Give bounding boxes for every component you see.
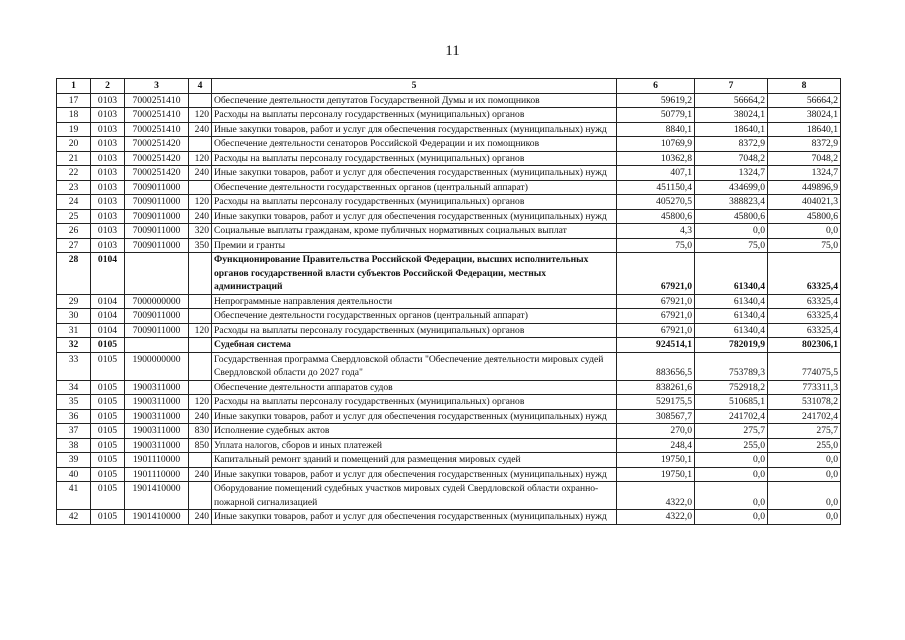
item-name-cell: Судебная система xyxy=(212,338,617,353)
amount-col8-cell: 404021,3 xyxy=(768,195,841,210)
item-name-cell: Обеспечение деятельности государственных органов (центральный аппарат) xyxy=(212,309,617,324)
target-code-cell xyxy=(125,253,189,295)
expense-type-cell: 240 xyxy=(189,510,212,525)
amount-col6-cell: 19750,1 xyxy=(617,453,695,468)
target-code-cell: 7009011000 xyxy=(125,209,189,224)
amount-col8-cell: 63325,4 xyxy=(768,253,841,295)
amount-col8-cell: 7048,2 xyxy=(768,151,841,166)
amount-col7-cell: 61340,4 xyxy=(695,309,768,324)
row-number-cell: 32 xyxy=(57,338,91,353)
row-number-cell: 25 xyxy=(57,209,91,224)
amount-col8-cell: 56664,2 xyxy=(768,93,841,108)
amount-col8-cell: 75,0 xyxy=(768,238,841,253)
table-row xyxy=(57,352,841,380)
item-name-cell: Капитальный ремонт зданий и помещений для размещения мировых судей xyxy=(212,453,617,468)
section-code-cell: 0104 xyxy=(91,309,125,324)
row-number-cell: 38 xyxy=(57,438,91,453)
target-code-cell: 1900311000 xyxy=(125,409,189,424)
amount-col8-cell: 63325,4 xyxy=(768,323,841,338)
table-row xyxy=(57,166,841,181)
amount-col8-cell: 1324,7 xyxy=(768,166,841,181)
target-code-cell: 7009011000 xyxy=(125,224,189,239)
amount-col8-cell: 255,0 xyxy=(768,438,841,453)
target-code-cell: 7000251420 xyxy=(125,137,189,152)
item-name-cell: Расходы на выплаты персоналу государственных (муниципальных) органов xyxy=(212,195,617,210)
target-code-cell: 1900311000 xyxy=(125,395,189,410)
amount-col6-cell: 67921,0 xyxy=(617,253,695,295)
target-code-cell: 7009011000 xyxy=(125,323,189,338)
amount-col8-cell: 774075,5 xyxy=(768,352,841,380)
item-name-cell: Расходы на выплаты персоналу государственных (муниципальных) органов xyxy=(212,151,617,166)
expense-type-cell xyxy=(189,309,212,324)
amount-col6-cell: 67921,0 xyxy=(617,309,695,324)
row-number-cell: 34 xyxy=(57,380,91,395)
amount-col6-cell: 883656,5 xyxy=(617,352,695,380)
target-code-cell xyxy=(125,338,189,353)
expense-type-cell xyxy=(189,253,212,295)
target-code-cell: 7000251420 xyxy=(125,151,189,166)
target-code-cell: 7009011000 xyxy=(125,180,189,195)
table-row xyxy=(57,93,841,108)
item-name-cell: Государственная программа Свердловской области "Обеспечение деятельности мировых судей Свердловской области до 2027 года" xyxy=(212,352,617,380)
section-code-cell: 0104 xyxy=(91,323,125,338)
expense-type-cell xyxy=(189,180,212,195)
table-row xyxy=(57,108,841,123)
row-number-cell: 30 xyxy=(57,309,91,324)
expense-type-cell: 830 xyxy=(189,424,212,439)
row-number-cell: 22 xyxy=(57,166,91,181)
expense-type-cell: 120 xyxy=(189,395,212,410)
amount-col8-cell: 275,7 xyxy=(768,424,841,439)
expense-type-cell: 320 xyxy=(189,224,212,239)
table-row xyxy=(57,467,841,482)
section-code-cell: 0103 xyxy=(91,151,125,166)
item-name-cell: Иные закупки товаров, работ и услуг для обеспечения государственных (муниципальных) нужд xyxy=(212,510,617,525)
section-code-cell: 0103 xyxy=(91,209,125,224)
item-name-cell: Расходы на выплаты персоналу государственных (муниципальных) органов xyxy=(212,108,617,123)
column-header: 2 xyxy=(91,79,125,94)
target-code-cell: 7009011000 xyxy=(125,195,189,210)
section-code-cell: 0105 xyxy=(91,510,125,525)
table-row xyxy=(57,151,841,166)
amount-col8-cell: 802306,1 xyxy=(768,338,841,353)
table-body xyxy=(57,79,841,525)
target-code-cell: 1900311000 xyxy=(125,424,189,439)
amount-col6-cell: 10769,9 xyxy=(617,137,695,152)
item-name-cell: Иные закупки товаров, работ и услуг для обеспечения государственных (муниципальных) нужд xyxy=(212,166,617,181)
expense-type-cell: 850 xyxy=(189,438,212,453)
row-number-cell: 19 xyxy=(57,122,91,137)
section-code-cell: 0103 xyxy=(91,224,125,239)
row-number-cell: 20 xyxy=(57,137,91,152)
amount-col8-cell: 63325,4 xyxy=(768,309,841,324)
table-row xyxy=(57,238,841,253)
amount-col6-cell: 19750,1 xyxy=(617,467,695,482)
section-code-cell: 0105 xyxy=(91,395,125,410)
expense-type-cell: 120 xyxy=(189,323,212,338)
target-code-cell: 1901410000 xyxy=(125,510,189,525)
amount-col6-cell: 50779,1 xyxy=(617,108,695,123)
row-number-cell: 36 xyxy=(57,409,91,424)
column-header: 1 xyxy=(57,79,91,94)
amount-col6-cell: 405270,5 xyxy=(617,195,695,210)
table-row xyxy=(57,294,841,309)
row-number-cell: 28 xyxy=(57,253,91,295)
budget-table xyxy=(56,78,841,525)
table-row xyxy=(57,137,841,152)
amount-col7-cell: 45800,6 xyxy=(695,209,768,224)
item-name-cell: Иные закупки товаров, работ и услуг для обеспечения государственных (муниципальных) нужд xyxy=(212,467,617,482)
amount-col6-cell: 59619,2 xyxy=(617,93,695,108)
expense-type-cell: 240 xyxy=(189,166,212,181)
expense-type-cell xyxy=(189,352,212,380)
amount-col7-cell: 434699,0 xyxy=(695,180,768,195)
table-row xyxy=(57,409,841,424)
expense-type-cell: 120 xyxy=(189,108,212,123)
row-number-cell: 27 xyxy=(57,238,91,253)
table-row xyxy=(57,122,841,137)
target-code-cell: 1901110000 xyxy=(125,467,189,482)
amount-col8-cell: 241702,4 xyxy=(768,409,841,424)
table-row xyxy=(57,438,841,453)
table-row xyxy=(57,180,841,195)
amount-col7-cell: 0,0 xyxy=(695,482,768,510)
column-header: 8 xyxy=(768,79,841,94)
target-code-cell: 7009011000 xyxy=(125,238,189,253)
amount-col7-cell: 0,0 xyxy=(695,467,768,482)
section-code-cell: 0105 xyxy=(91,424,125,439)
section-code-cell: 0103 xyxy=(91,180,125,195)
amount-col7-cell: 0,0 xyxy=(695,510,768,525)
amount-col6-cell: 529175,5 xyxy=(617,395,695,410)
amount-col8-cell: 0,0 xyxy=(768,453,841,468)
section-code-cell: 0105 xyxy=(91,352,125,380)
amount-col7-cell: 18640,1 xyxy=(695,122,768,137)
column-header: 6 xyxy=(617,79,695,94)
amount-col7-cell: 56664,2 xyxy=(695,93,768,108)
row-number-cell: 17 xyxy=(57,93,91,108)
section-code-cell: 0105 xyxy=(91,453,125,468)
amount-col8-cell: 18640,1 xyxy=(768,122,841,137)
expense-type-cell xyxy=(189,338,212,353)
section-code-cell: 0105 xyxy=(91,467,125,482)
amount-col6-cell: 75,0 xyxy=(617,238,695,253)
table-row xyxy=(57,224,841,239)
amount-col6-cell: 4322,0 xyxy=(617,510,695,525)
target-code-cell: 1900000000 xyxy=(125,352,189,380)
expense-type-cell xyxy=(189,294,212,309)
column-header: 3 xyxy=(125,79,189,94)
section-code-cell: 0103 xyxy=(91,166,125,181)
item-name-cell: Обеспечение деятельности аппаратов судов xyxy=(212,380,617,395)
amount-col6-cell: 838261,6 xyxy=(617,380,695,395)
amount-col8-cell: 773311,3 xyxy=(768,380,841,395)
column-header: 4 xyxy=(189,79,212,94)
amount-col7-cell: 8372,9 xyxy=(695,137,768,152)
item-name-cell: Исполнение судебных актов xyxy=(212,424,617,439)
amount-col8-cell: 531078,2 xyxy=(768,395,841,410)
item-name-cell: Функционирование Правительства Российской Федерации, высших исполнительных органов государственной власти субъектов Российской Федерации, местных администраций xyxy=(212,253,617,295)
table-row xyxy=(57,309,841,324)
table-row xyxy=(57,395,841,410)
table-row xyxy=(57,510,841,525)
expense-type-cell xyxy=(189,453,212,468)
target-code-cell: 7000251410 xyxy=(125,93,189,108)
section-code-cell: 0103 xyxy=(91,137,125,152)
amount-col6-cell: 67921,0 xyxy=(617,323,695,338)
expense-type-cell: 120 xyxy=(189,195,212,210)
amount-col6-cell: 4322,0 xyxy=(617,482,695,510)
expense-type-cell: 240 xyxy=(189,209,212,224)
amount-col8-cell: 38024,1 xyxy=(768,108,841,123)
section-code-cell: 0103 xyxy=(91,195,125,210)
amount-col7-cell: 752918,2 xyxy=(695,380,768,395)
amount-col7-cell: 7048,2 xyxy=(695,151,768,166)
amount-col7-cell: 782019,9 xyxy=(695,338,768,353)
amount-col7-cell: 753789,3 xyxy=(695,352,768,380)
expense-type-cell: 240 xyxy=(189,122,212,137)
table-row xyxy=(57,424,841,439)
amount-col8-cell: 8372,9 xyxy=(768,137,841,152)
table-row xyxy=(57,195,841,210)
item-name-cell: Иные закупки товаров, работ и услуг для обеспечения государственных (муниципальных) нужд xyxy=(212,209,617,224)
item-name-cell: Социальные выплаты гражданам, кроме публичных нормативных социальных выплат xyxy=(212,224,617,239)
amount-col7-cell: 61340,4 xyxy=(695,294,768,309)
section-code-cell: 0105 xyxy=(91,380,125,395)
amount-col6-cell: 10362,8 xyxy=(617,151,695,166)
amount-col6-cell: 4,3 xyxy=(617,224,695,239)
expense-type-cell: 120 xyxy=(189,151,212,166)
target-code-cell: 1901410000 xyxy=(125,482,189,510)
row-number-cell: 37 xyxy=(57,424,91,439)
section-code-cell: 0103 xyxy=(91,122,125,137)
target-code-cell: 7009011000 xyxy=(125,309,189,324)
expense-type-cell xyxy=(189,380,212,395)
table-row xyxy=(57,209,841,224)
expense-type-cell xyxy=(189,93,212,108)
item-name-cell: Оборудование помещений судебных участков мировых судей Свердловской области охранно-пожарной сигнализацией xyxy=(212,482,617,510)
amount-col8-cell: 449896,9 xyxy=(768,180,841,195)
item-name-cell: Обеспечение деятельности депутатов Государственной Думы и их помощников xyxy=(212,93,617,108)
table-header-row xyxy=(57,79,841,94)
amount-col7-cell: 0,0 xyxy=(695,224,768,239)
row-number-cell: 26 xyxy=(57,224,91,239)
section-code-cell: 0105 xyxy=(91,338,125,353)
amount-col6-cell: 248,4 xyxy=(617,438,695,453)
table-row xyxy=(57,482,841,510)
amount-col7-cell: 275,7 xyxy=(695,424,768,439)
table-row xyxy=(57,338,841,353)
item-name-cell: Расходы на выплаты персоналу государственных (муниципальных) органов xyxy=(212,323,617,338)
section-code-cell: 0103 xyxy=(91,108,125,123)
target-code-cell: 7000251410 xyxy=(125,108,189,123)
row-number-cell: 42 xyxy=(57,510,91,525)
page-number: 11 xyxy=(445,43,460,59)
row-number-cell: 40 xyxy=(57,467,91,482)
amount-col7-cell: 38024,1 xyxy=(695,108,768,123)
section-code-cell: 0105 xyxy=(91,409,125,424)
row-number-cell: 35 xyxy=(57,395,91,410)
target-code-cell: 1901110000 xyxy=(125,453,189,468)
section-code-cell: 0103 xyxy=(91,238,125,253)
amount-col6-cell: 270,0 xyxy=(617,424,695,439)
amount-col8-cell: 0,0 xyxy=(768,224,841,239)
row-number-cell: 39 xyxy=(57,453,91,468)
item-name-cell: Обеспечение деятельности государственных органов (центральный аппарат) xyxy=(212,180,617,195)
expense-type-cell: 350 xyxy=(189,238,212,253)
section-code-cell: 0104 xyxy=(91,294,125,309)
amount-col8-cell: 63325,4 xyxy=(768,294,841,309)
column-header: 7 xyxy=(695,79,768,94)
amount-col7-cell: 388823,4 xyxy=(695,195,768,210)
amount-col7-cell: 61340,4 xyxy=(695,323,768,338)
amount-col6-cell: 67921,0 xyxy=(617,294,695,309)
amount-col7-cell: 75,0 xyxy=(695,238,768,253)
amount-col7-cell: 0,0 xyxy=(695,453,768,468)
amount-col6-cell: 407,1 xyxy=(617,166,695,181)
amount-col8-cell: 0,0 xyxy=(768,467,841,482)
row-number-cell: 23 xyxy=(57,180,91,195)
amount-col6-cell: 45800,6 xyxy=(617,209,695,224)
row-number-cell: 24 xyxy=(57,195,91,210)
section-code-cell: 0105 xyxy=(91,438,125,453)
item-name-cell: Непрограммные направления деятельности xyxy=(212,294,617,309)
column-header: 5 xyxy=(212,79,617,94)
amount-col7-cell: 241702,4 xyxy=(695,409,768,424)
section-code-cell: 0103 xyxy=(91,93,125,108)
amount-col6-cell: 451150,4 xyxy=(617,180,695,195)
expense-type-cell: 240 xyxy=(189,409,212,424)
expense-type-cell xyxy=(189,482,212,510)
target-code-cell: 7000251410 xyxy=(125,122,189,137)
amount-col6-cell: 924514,1 xyxy=(617,338,695,353)
amount-col6-cell: 8840,1 xyxy=(617,122,695,137)
row-number-cell: 31 xyxy=(57,323,91,338)
amount-col8-cell: 45800,6 xyxy=(768,209,841,224)
table-row xyxy=(57,323,841,338)
table-row xyxy=(57,253,841,295)
item-name-cell: Расходы на выплаты персоналу государственных (муниципальных) органов xyxy=(212,395,617,410)
section-code-cell: 0104 xyxy=(91,253,125,295)
item-name-cell: Уплата налогов, сборов и иных платежей xyxy=(212,438,617,453)
expense-type-cell xyxy=(189,137,212,152)
row-number-cell: 29 xyxy=(57,294,91,309)
amount-col7-cell: 61340,4 xyxy=(695,253,768,295)
table-row xyxy=(57,380,841,395)
target-code-cell: 1900311000 xyxy=(125,380,189,395)
amount-col7-cell: 510685,1 xyxy=(695,395,768,410)
row-number-cell: 33 xyxy=(57,352,91,380)
item-name-cell: Иные закупки товаров, работ и услуг для обеспечения государственных (муниципальных) нужд xyxy=(212,409,617,424)
amount-col6-cell: 308567,7 xyxy=(617,409,695,424)
row-number-cell: 21 xyxy=(57,151,91,166)
section-code-cell: 0105 xyxy=(91,482,125,510)
item-name-cell: Премии и гранты xyxy=(212,238,617,253)
amount-col7-cell: 255,0 xyxy=(695,438,768,453)
row-number-cell: 41 xyxy=(57,482,91,510)
amount-col7-cell: 1324,7 xyxy=(695,166,768,181)
item-name-cell: Иные закупки товаров, работ и услуг для обеспечения государственных (муниципальных) нужд xyxy=(212,122,617,137)
expense-type-cell: 240 xyxy=(189,467,212,482)
item-name-cell: Обеспечение деятельности сенаторов Российской Федерации и их помощников xyxy=(212,137,617,152)
table-row xyxy=(57,453,841,468)
target-code-cell: 7000000000 xyxy=(125,294,189,309)
target-code-cell: 1900311000 xyxy=(125,438,189,453)
row-number-cell: 18 xyxy=(57,108,91,123)
amount-col8-cell: 0,0 xyxy=(768,510,841,525)
amount-col8-cell: 0,0 xyxy=(768,482,841,510)
target-code-cell: 7000251420 xyxy=(125,166,189,181)
